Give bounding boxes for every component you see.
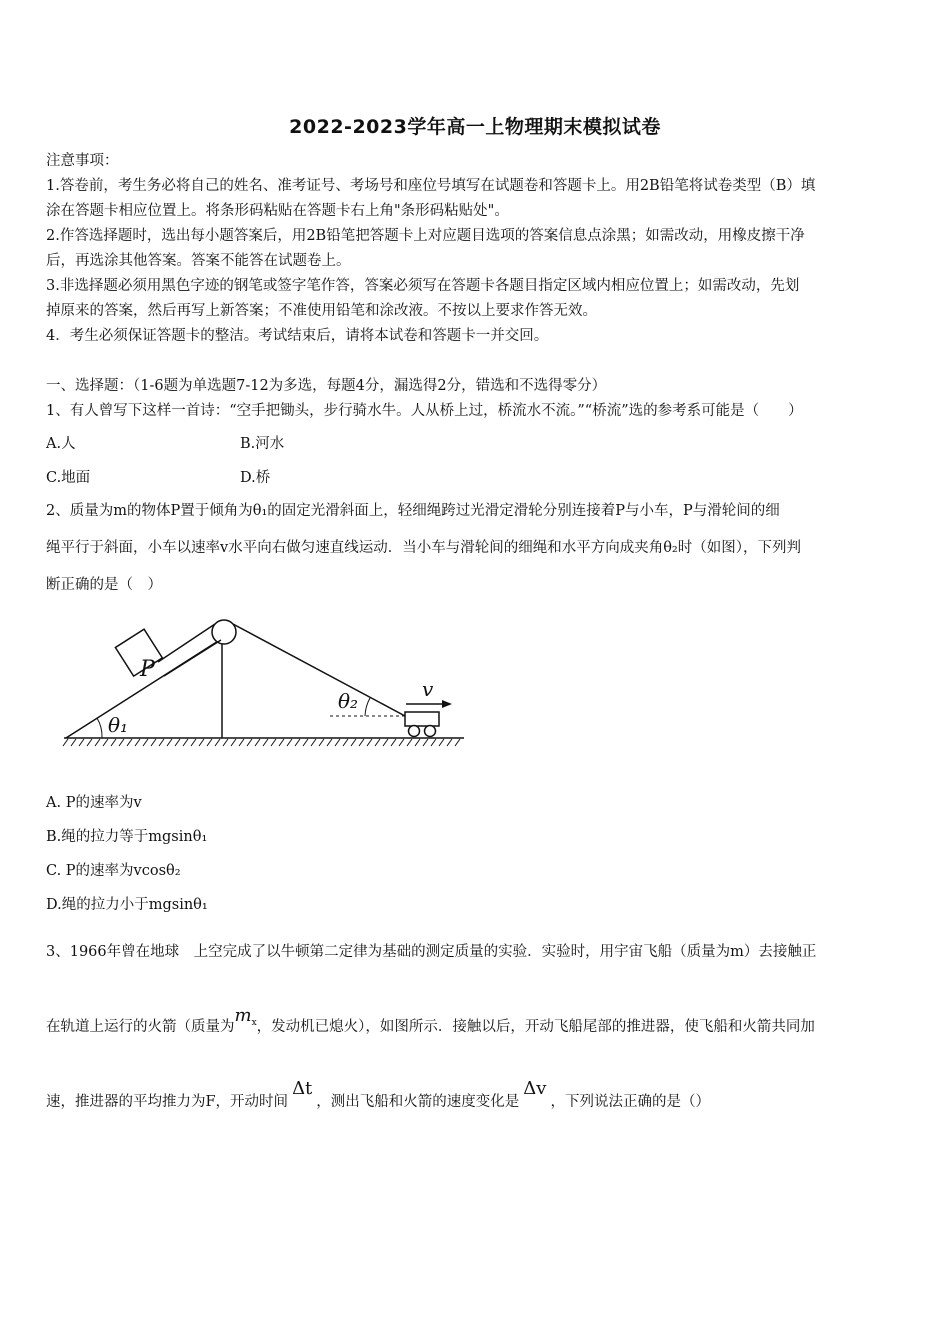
q3-line-2 <box>46 1005 815 1039</box>
q1-option-b: B.河水 <box>240 436 285 452</box>
note-2a: 2.作答选择题时，选出每小题答案后，用2B铅笔把答题卡上对应题目选项的答案信息点涂黑；如需改动，用橡皮擦干净 <box>46 228 805 244</box>
cart-wheel-right <box>425 726 436 737</box>
q3-line-2a: 在轨道上运行的火箭（质量为 <box>46 1019 235 1035</box>
block-p <box>115 629 162 676</box>
label-theta-1: θ₁ <box>108 713 129 737</box>
section-heading: 一、选择题：（1-6题为单选题7-12为多选，每题4分，漏选得2分，错选和不选得零分） <box>46 378 607 394</box>
q3-line-2b: ，发动机已熄火），如图所示．接触以后，开动飞船尾部的推进器，使飞船和火箭共同加 <box>256 1019 815 1035</box>
q3-mass-x-symbol: m <box>234 1005 252 1026</box>
q1-stem: 1、有人曾写下这样一首诗：“空手把锄头，步行骑水牛。人从桥上过，桥流水不流。”“桥流”选的参考系可能是（ ） <box>46 403 803 419</box>
q3-line-3a: 速，推进器的平均推力为F，开动时间 <box>46 1094 289 1110</box>
q2-option-b: B.绳的拉力等于mgsinθ₁ <box>46 829 208 845</box>
ground-hatching <box>63 739 460 746</box>
rope-cart-side <box>233 624 405 716</box>
cart-wheel-left <box>409 726 420 737</box>
rope-incline-side <box>158 624 215 662</box>
note-2b: 后，再选涂其他答案。答案不能答在试题卷上。 <box>46 253 351 269</box>
q3-mass-x-sub: x <box>251 1018 257 1028</box>
note-1a: 1.答卷前，考生务必将自己的姓名、准考证号、考场号和座位号填写在试题卷和答题卡上。用2B铅笔将试卷类型（B）填 <box>46 178 816 194</box>
velocity-arrowhead <box>442 700 452 708</box>
q3-delta-t: Δt <box>292 1078 313 1099</box>
q2-option-d: D.绳的拉力小于mgsinθ₁ <box>46 897 208 913</box>
q2-line-1: 2、质量为m的物体P置于倾角为θ₁的固定光滑斜面上，轻细绳跨过光滑定滑轮分别连接着P与小车，P与滑轮间的细 <box>46 503 780 519</box>
q1-option-c: C.地面 <box>46 470 91 486</box>
page-title: 2022-2023学年高一上物理期末模拟试卷 <box>289 116 661 138</box>
q2-line-2: 绳平行于斜面，小车以速率v水平向右做匀速直线运动．当小车与滑轮间的细绳和水平方向成夹角θ₂时（如图），下列判 <box>46 540 801 556</box>
note-3b: 掉原来的答案，然后再写上新答案；不准使用铅笔和涂改液。不按以上要求作答无效。 <box>46 303 597 319</box>
note-4: 4．考生必须保证答题卡的整洁。考试结束后，请将本试卷和答题卡一并交回。 <box>46 328 549 344</box>
q2-option-c: C. P的速率为vcosθ₂ <box>46 863 181 879</box>
incline-pulley-figure <box>60 612 470 752</box>
cart-body <box>405 712 439 726</box>
note-3a: 3.非选择题必须用黑色字迹的钢笔或签字笔作答，答案必须写在答题卡各题目指定区域内相应位置上；如需改动，先划 <box>46 278 800 294</box>
label-v: v <box>422 677 434 701</box>
label-p: P <box>140 657 155 682</box>
q3-line-3b: ，测出飞船和火箭的速度变化是 <box>316 1094 520 1110</box>
angle-arc-1 <box>97 718 102 738</box>
pulley-wheel <box>212 620 236 644</box>
q3-line-3 <box>46 1078 710 1112</box>
q2-line-3: 断正确的是（ ） <box>46 577 162 593</box>
q2-option-a: A. P的速率为v <box>46 795 142 811</box>
note-1b: 涂在答题卡相应位置上。将条形码粘贴在答题卡右上角"条形码粘贴处"。 <box>46 203 509 219</box>
label-theta-2: θ₂ <box>338 689 359 713</box>
q1-option-a: A.人 <box>46 436 76 452</box>
rope-incline-side-lower <box>164 640 221 676</box>
q3-line-3c: ，下列说法正确的是（） <box>550 1094 710 1110</box>
q1-option-d: D.桥 <box>240 470 271 486</box>
angle-arc-2 <box>365 698 370 716</box>
q3-delta-v: Δv <box>523 1078 547 1099</box>
q3-line-1: 3、1966年曾在地球 上空完成了以牛顿第二定律为基础的测定质量的实验．实验时，用宇宙飞船（质量为m）去接触正 <box>46 944 817 960</box>
notes-heading: 注意事项： <box>46 153 119 169</box>
